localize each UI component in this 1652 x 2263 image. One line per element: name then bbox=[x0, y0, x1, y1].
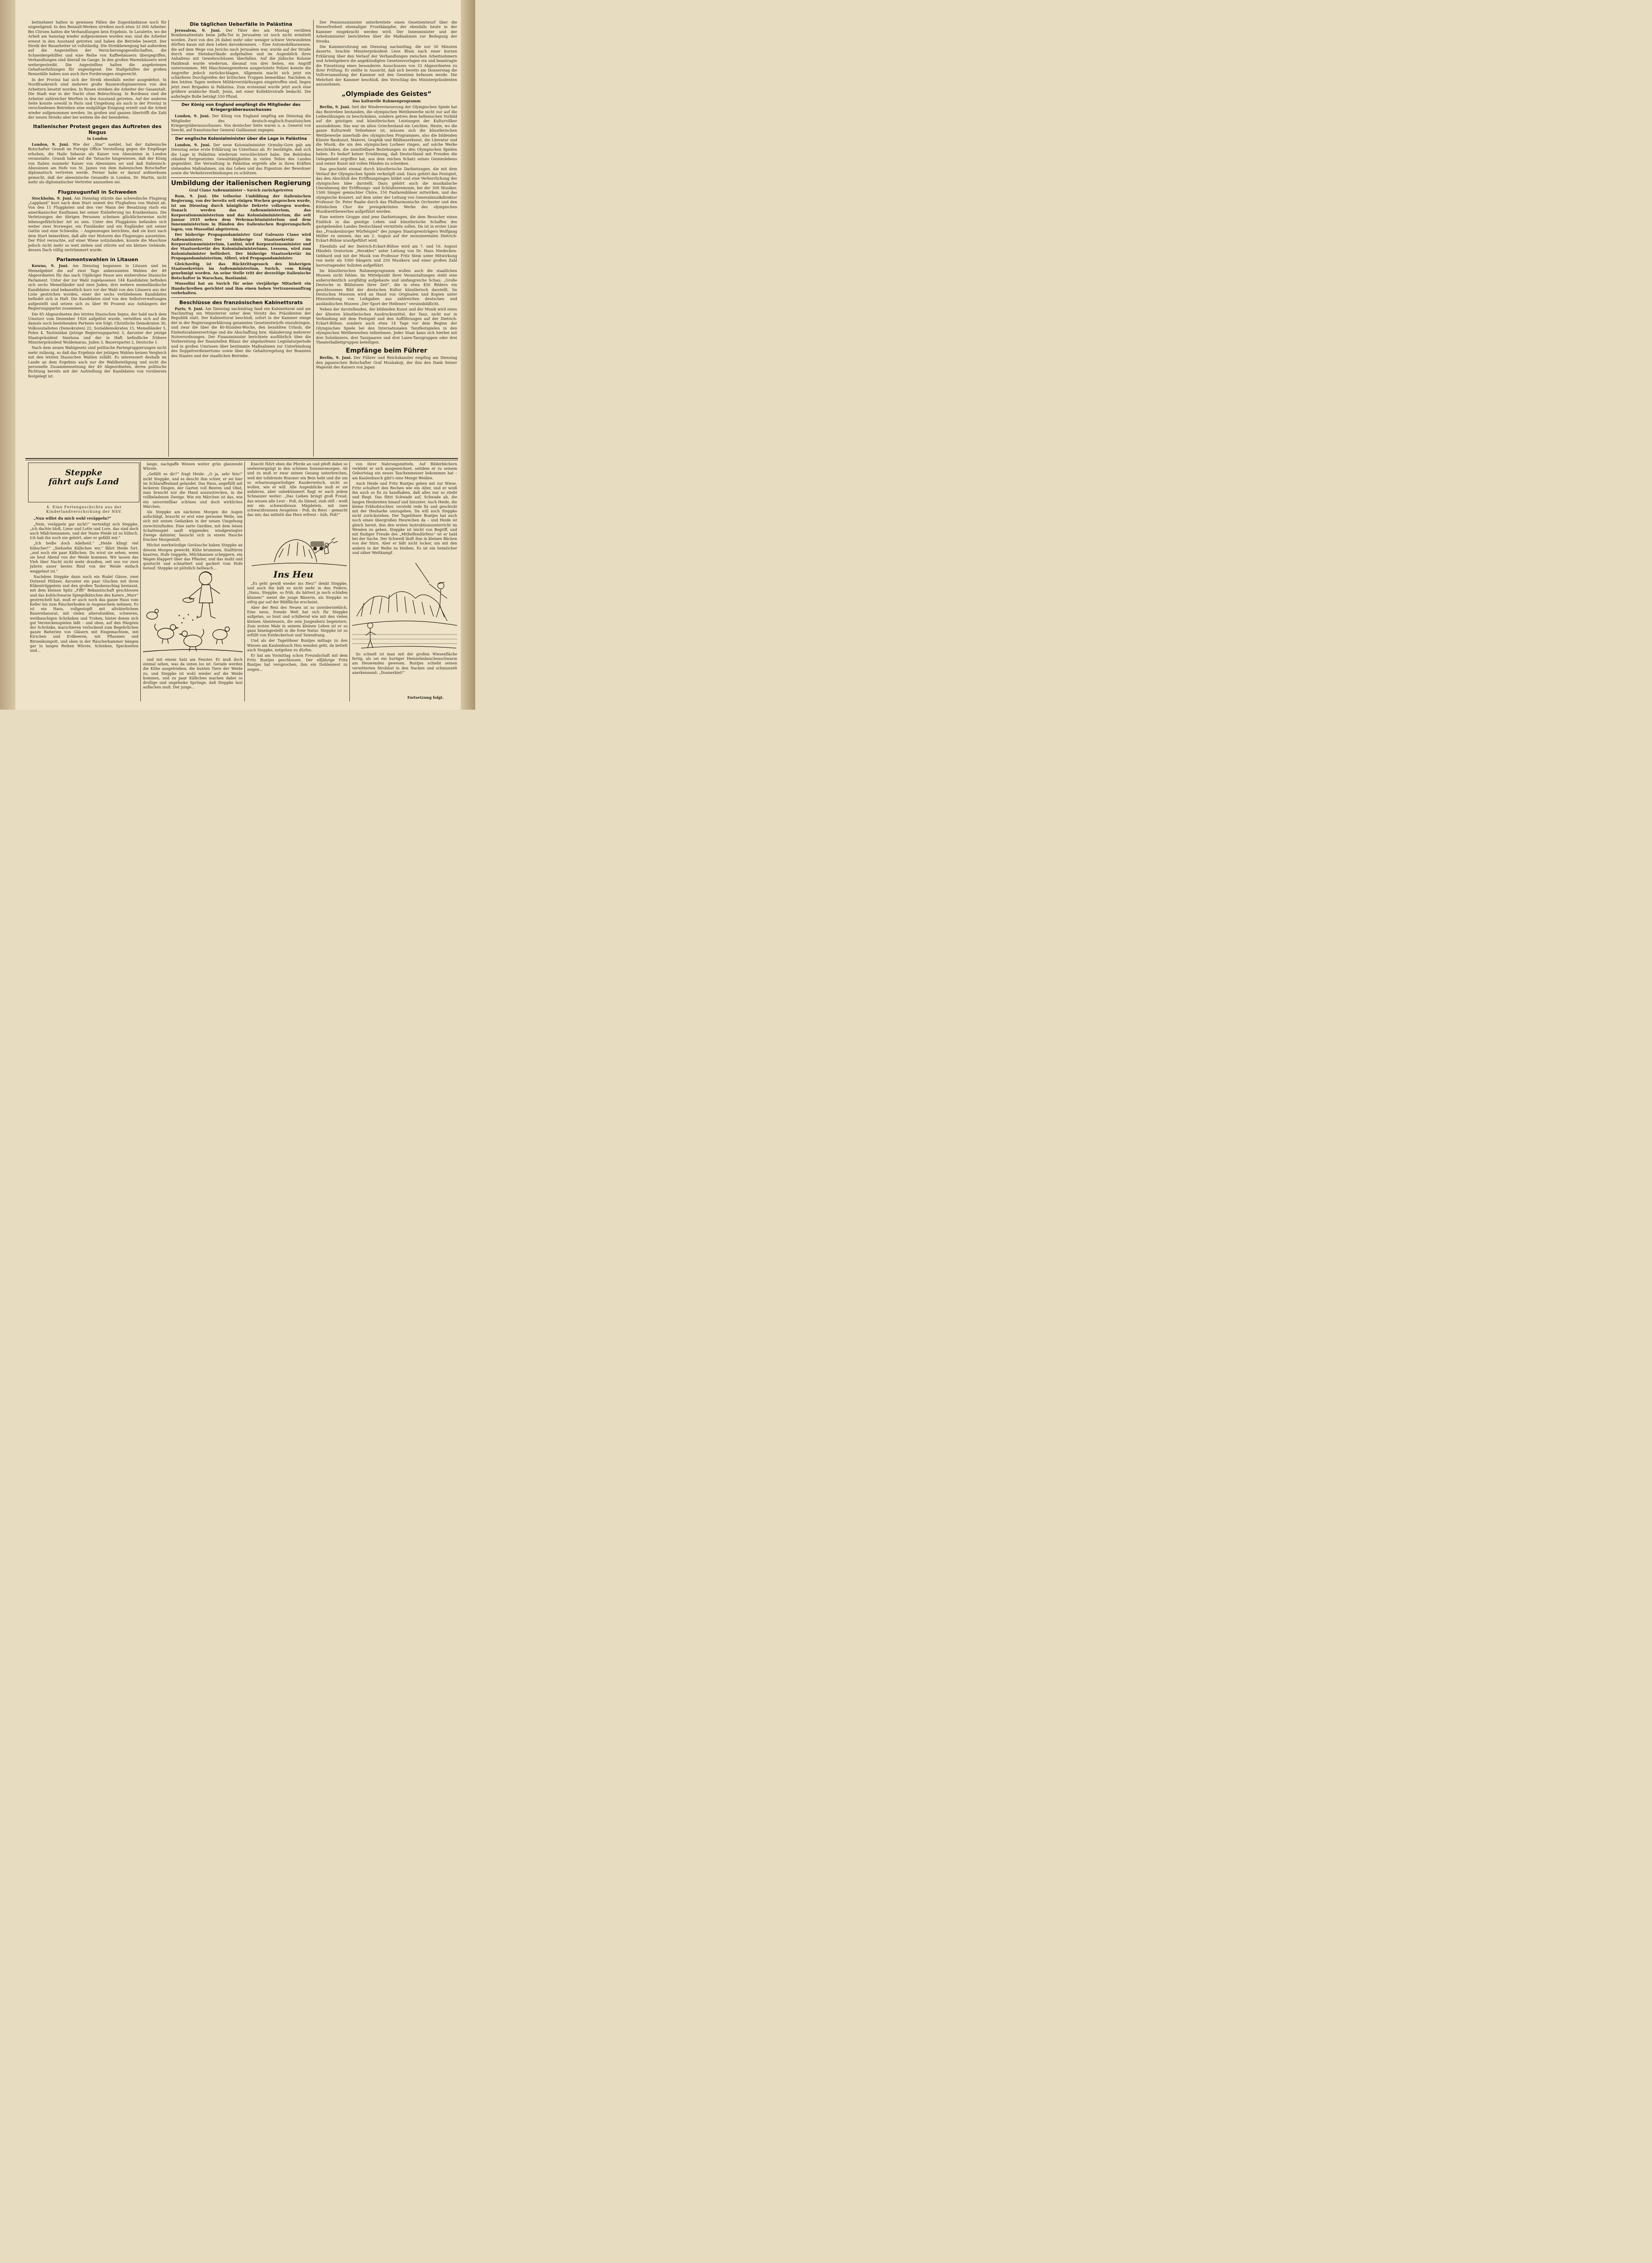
lithuania-paragraph-3: Nach dem neuen Wahlgesetz sind politische Parteigruppierungen nicht mehr zulässig, so daß das Ergebnis der jetzigen Wahlen keinen Vergleich mit den letzten litauischen Wahlen zuläßt. Es interessiert deshalb im Lande an dem Ergebnis auch nur die Wahlbeteiligung und nicht die personelle Zusammensetzung der 49 Abgeordneten, deren politische Richtung bereits mit der Aufstellung der Kandidaten von vornherein festgelegt ist. bbox=[28, 345, 167, 378]
dateline-berlin-olympiad: Berlin, 9. Juni. bbox=[320, 105, 351, 110]
serial-column-2-top bbox=[143, 462, 243, 571]
serial-col3-paragraph-2: „Es geht gewiß wieder ins Heu!“ denkt Steppke, und auch ihn hält es nicht mehr in den Federn. „Nanu, Steppke, so früh, du hättest ja noch schlafen können!“ meint die junge Bäuerin, als Steppke so eifrig gar auf der Bildfläche erscheint. bbox=[247, 581, 348, 604]
serial-rule-1 bbox=[140, 462, 141, 702]
dateline-london: London, 9. Juni. bbox=[32, 142, 70, 147]
headline-palestine-attacks: Die täglichen Ueberfälle in Palästina bbox=[190, 21, 292, 27]
headline-colonial-minister: Der englische Kolonialminister über die Lage in Palästina bbox=[175, 136, 307, 141]
rule-after-colonial bbox=[171, 177, 311, 178]
illustration-haymaking bbox=[352, 558, 457, 652]
section-divider bbox=[25, 458, 458, 459]
strike-paragraph-1: beitnehmer halten in gewissen Fällen die Zugeständnisse noch für ungenügend. In den Renault-Werken streiken noch etwa 32 000 Arbeiter. Bei Citroen hatten die Verhandlungen kein Ergebnis. In Lavalette, wo die Arbeit am Samstag wieder aufgenommen worden war, sind die Arbeiter erneut in den Ausstand getreten und haben die Betriebe besetzt. Der Streik der Bauarbeiter ist vollständig. Die Streikbewegung hat außerdem auf die Angestellten der Versicherungsgesellschaften, die Schneidergehilfen und eine Reihe von Kaffeehäusern übergegriffen. Verhandlungen sind überall im Gange. In den großen Warenhäusern wird weitergestreikt. Die Angestellten halten die angebotenen Gehaltserhöhungen für ungenügend. Die Stallgehilfen der großen Rennställe haben nun auch ihre Forderungen eingereicht. bbox=[28, 20, 167, 76]
serial-rule-3 bbox=[349, 462, 350, 702]
serial-column-3-top bbox=[247, 462, 348, 530]
subheadline-italian-protest: in London bbox=[87, 136, 108, 141]
serial-col2-paragraph-2: „Gefällt es dir?“ fragt Heide. „O ja, sehr fein!“ nickt Steppke, und es deucht ihm schier, er sei hier im Schlaraffenland gelandet. Das Haus, angefüllt mit leckeren Dingen, der Garten voll Beeren und Obst, man braucht nur die Hand auszustrecken, in die vollbeladenen Zweige. Wie ein Märchen ist das, wie ein unvorstellbar schönes und doch wirkliches Märchen. bbox=[143, 472, 243, 509]
serial-subtitle: Eine Fertengeschichte aus der Kinderlandverschickung der NSV. bbox=[46, 505, 123, 514]
column-left bbox=[28, 20, 167, 457]
headline-plane-crash: Flugzeugunfall in Schweden bbox=[57, 189, 137, 195]
subheadline-italian-government: Graf Ciano Außenminister – Suvich zurückgetreten bbox=[189, 187, 293, 192]
headline-italian-protest: Italienischer Protest gegen das Auftreten des Negus bbox=[33, 123, 162, 135]
column-middle bbox=[171, 20, 311, 457]
olympiad-paragraph-2: Das geschieht einmal durch künstlerische Darbietungen, die mit dem Verlauf der Olympischen Spiele verknüpft sind. Dazu gehört das Festspiel, das den Abschluß des Eröffnungstages bildet und eine Verherrlichung der olympischen Idee darstellt. Dazu gehört auch die musikalische Umrahmung der Eröffnungs- und Schlußzeremonie, bei der 300 Musiker, 1500 Sänger gemischter Chöre, 150 Fanfarenbläser mitwirken, und das olympische Konzert, auf dem unter der Leitung von Generalmusikdirektor Professor Dr. Peter Raabe durch das Philharmonische Orchester und den Kittelschen Chor die preisgekrönten Werke des olympischen Musikwettbewerbes aufgeführt werden. bbox=[316, 167, 457, 214]
column-rule-2 bbox=[313, 20, 314, 457]
column-rule-1 bbox=[168, 20, 169, 457]
page-edge-right bbox=[461, 0, 475, 710]
olympiad-paragraph-5: Im künstlerischen Rahmenprogramm wollen auch die staatlichen Museen nicht fehlen. Im Mittelpunkt ihrer Veranstaltungen steht eine außerordentlich sorgfältig aufgebaute und umfangreiche Schau: „Große Deutsche in Bildnissen ihrer Zeit“, die in etwa 450 Bildern ein geschlossenes Bild der deutschen Kultur künstlerisch darstellt. Im Deutschen Museum wird an Hand von Originalen und Kopien unter Hinzuziehung von Leihgaben aus zahlreichen deutschen und ausländischen Museen „Der Sport der Hellenen“ versinnbildlicht. bbox=[316, 268, 457, 306]
serial-col4-paragraph-1: von ihrer Nahrungsmitteln. Auf Bilderbüchern verklebt er sich ausgezeichnet, seitdem er zu seinem Geburtstag ein neues Taschenmesser bekommen hat – am Kaulenbusch gibt's eine Menge Weiden. bbox=[352, 462, 457, 480]
serial-paragraph-1: „Nun willst du mich wohl veräppeln?“ bbox=[33, 516, 111, 521]
serial-rule-2 bbox=[244, 462, 245, 702]
olympiad-paragraph-3: Eine weitere Gruppe sind jene Darbietungen, die dem Besucher einen Einblick in das geistige Leben und künstlerische Schaffen des gastgebenden Landes Deutschland vermitteln sollen. Da ist in erster Linie das „Frankenburger Würfelspiel“ des jungen Staatspreisträgers Wolfgang Möller zu nennen, das am 2. August auf der monumentalen Dietrich-Eckart-Bühne uraufgeführt wird. bbox=[316, 215, 457, 243]
olympiad-paragraph-4: Ebenfalls auf der Dietrich-Eckart-Bühne wird am 7. und 16. August Händels Oratorium „Herakles“ unter Leitung von Dr. Hans Niedecken-Gebhard und mit der Musik von Professor Fritz Stein unter Mitwirkung von mehr als 1000 Sängern und 250 Musikern und einer großen Zahl hervorragender Solisten aufgeführt. bbox=[316, 243, 457, 267]
serial-col3-paragraph-1: Knecht führt eben die Pferde an und pfeift dabei so seelenvergnügt in den schönen Sommermorgen. Ab und zu muß er zwar seinen Gesang unterbrechen, weil der tolldreiste Brauner ein Bein hebt und die um so erbarmungswürdiger Kauderwelsch, nicht so wollen, wie er will. Alle Augenblicke muß er sie anfahren, aber unbekümmert fingt er nach jedem Schnauzer weiter: „Das Lieben bringt groß Freud, das wissen alle Leut – Poß, du Dämel, stah still – weiß mir ein schwarzbraun Mägdelein, mit zwei schwarzbraunen Aeugelein – Poß, du Biest – gemacht das mir, das mittelit das Herz erfreut – hüh, Poß!“ bbox=[247, 462, 348, 517]
rule-after-king bbox=[171, 134, 311, 135]
chapter-number: 4. bbox=[46, 505, 51, 509]
headline-fuehrer-receptions: Empfänge beim Führer bbox=[346, 347, 427, 355]
serial-col3-paragraph-5: Er hat am Vormittag schon Freundschaft mit dem Fritz Buntjes geschlossen. Der elfjährige Fritz Buntjes hat versprochen, ihm ein Dohlennest zu zeigen... bbox=[247, 653, 348, 672]
olympiad-paragraph-6: Neben der darstellenden, der bildenden Kunst und der Musik wird eines der ältesten künstlerischen Ausdrucksmittel, der Tanz, nicht nur in Verbindung mit dem Festspiel und den Aufführungen auf der Dietrich-Eckart-Bühne, sondern auch etwa 14 Tage vor dem Beginn der Olympischen Spiele bei den Internationalen Tanzfestspielen in den olympischen Wettbewerben teilnehmen. Jeder Staat kann sich hierbei mit drei Solotänzern, drei Tanzpaaren und drei Laien-Tanzgruppen oder drei Theaterballettgruppen beteiligen. bbox=[316, 307, 457, 344]
dateline-stockholm: Stockholm, 9. Juni. bbox=[32, 196, 73, 201]
illustration-caption-ins-heu: Ins Heu bbox=[273, 569, 314, 580]
pension-paragraph: Der Pensionsminister unterbreitete einen Gesetzentwurf über die Steuerfreiheit ehemaliger Frontkämpfer, der ebenfalls heute in der Kammer eingebracht werden wird. Der Innenminister und der Arbeitsminister berichteten über die Maßnahmen zur Beilegung der Streiks. bbox=[316, 20, 457, 43]
serial-paragraph-2: „Nein, veräppeln gar nicht!“ verteidigt sich Steppke, „ich dachte bloß, Liese und Lotte und Lore, das sind doch auch Mädchennamen, und der Name Heide ist so hübsch. Ich hab ihn noch nie gehört, aber er gefällt mir.“ bbox=[30, 521, 138, 540]
dateline-berlin-receptions: Berlin, 9. Juni. bbox=[320, 355, 352, 360]
rule-after-italy bbox=[171, 297, 311, 298]
serial-col3-paragraph-4: Und als der Tagelöhner Buntjes mittags zu den Wiesen am Kaulenbusch Heu wenden geht, da bettelt auch Steppke, mitgehen zu dürfen. bbox=[247, 638, 348, 652]
headline-lithuania-elections: Parlamentswahlen in Litauen bbox=[56, 257, 138, 263]
chamber-paragraph: Die Kammersitzung am Dienstag nachmittag, die nur 30 Minuten dauerte, brachte Ministerpräsident Léon Blum nach einer kurzen Erklärung über den Verlauf der Verhandlungen zwischen Arbeitnehmern und Arbeitgebern die angekündigten Gesetzesvorlagen ein und beantragte die Einsetzung eines besonderen Ausschusses von 33 Abgeordneten zu ihrer Prüfung. Er stellte in Aussicht, daß sich bereits am Donnerstag die Vollversammlung der Kammer mit den Gesetzen befassen werde. Die Mehrheit der Kammer beschloß, den Vorschlag des Ministerpräsidenten anzunehmen. bbox=[316, 44, 457, 87]
serial-col2-paragraph-5: und mit einem Satz am Fenster. Er muß doch einmal sehen, was da unten los ist. Gerade werden die Kühe ausgetrieben, die bunten Tiere der Weide zu, und Steppke ist wohl wieder auf die Weide kommen, und zu paar Kälbchen machen dabei so drollige und ungelenke Sprünge, daß Steppke laut auflachen muß. Der junge... bbox=[143, 657, 243, 690]
serial-title-box bbox=[28, 463, 139, 502]
dateline-jerusalem: Jerusalem, 9. Juni. bbox=[175, 28, 221, 33]
page-edge-left bbox=[0, 0, 15, 710]
column-right bbox=[316, 20, 457, 457]
dateline-london-king: London, 9. Juni. bbox=[175, 114, 210, 119]
serial-title-line-1: Steppke bbox=[65, 468, 102, 477]
italy-paragraph-2: Der bisherige Propagandaminister Graf Galeazzo Ciano wird Außenminister. Der bisherige Staatssekretär im Korporationsministerium, Lantini, wird Korporationsminister und der Staatssekretär des Kolonialministeriums, Lessona, wird zum Kolonialminister befördert. Der bisherige Staatssekretär im Propagandaministerium, Alfieri, wird Propagandaminister. bbox=[171, 232, 311, 261]
palestine-body: Der Täter des am Montag verübten Bombenattentats beim Jaffa-Tor in Jerusalem ist noch nicht ermittelt worden. Zwei von den 26 dabei mehr oder weniger schwer Verwundeten dürften kaum mit dem Leben davonkommen. – Eine Automobilkarawane, die auf dem Wege von Jericho nach Jerusalem war, wurde auf der Straße durch eine Steinbarrikade aufgehalten und im Augenblick ihres Anhaltens mit Gewehrschüssen überfallen. Auf die jüdische Kolonie Hatikwah wurde wiederum, diesmal von drei Seiten, ein Angriff unternommen. Mit Maschinengewehren ausgerüstete Polizei konnte die Angreifer jedoch zurückschlagen. Allgemein macht sich jetzt ein schärferes Durchgreifen der britischen Truppen bemerkbar. Nachdem in den letzten Tagen weitere Militärverstärkungen eingetroffen sind, liegen jetzt zwei Brigaden in Palästina. Zum erstenmal wurde jetzt auch eine größere arabische Stadt, Jenin, mit einer Kollektivstrafe bedacht. Die auferlegte Buße beträgt 550 Pfund. bbox=[171, 28, 311, 99]
serial-column-4-top bbox=[352, 462, 457, 556]
plane-crash-body: Am Dienstag stürzte das schwedische Flugzeug „Lappland“ kurz nach dem Start unweit des Flughafens von Malmö ab. Von den 11 Fluggästen und den vier Mann der Besatzung starb ein amerikanischer Kaufmann bei seiner Einlieferung ins Krankenhaus. Die Verletzungen der übrigen Personen scheinen glücklicherweise nicht lebensgefährlicher Art zu sein. Unter den Fluggästen befanden sich weiter zwei Norweger, ein Finnländer und ein Engländer mit seiner Gattin und eine Schwedin. – Augenzeugen berichten, daß sie kurz nach dem Start bemerkten, daß alle vier Motoren des Flugzeuges aussetzten. Der Pilot versuchte, auf einer Wiese notzulanden, konnte die Maschine jedoch nicht mehr so weit ziehen und stürzte auf ein kleines Gebäude, dessen Dach völlig zertrümmert wurde. bbox=[28, 196, 167, 253]
strike-paragraph-2: In der Provinz hat sich der Streik ebenfalls weiter ausgedehnt. In Nordfrankreich sind mehrere große Baumwollspinnereien von den Arbeitern besetzt worden. In Rouen streiken die Arbeiter der Gasanstalt. Die Stadt war in der Nacht ohne Beleuchtung. In Bordeaux sind die Arbeiter zahlreicher Werften in den Ausstand getreten. Auf der anderen Seite konnte sowohl in Paris und Umgebung als auch in der Provinz in verschiedenen Betrieben eine endgültige Einigung erzielt und die Arbeit wieder aufgenommen werden. Im großen und ganzen übertrifft die Zahl der neuen Streiks aber bei weitem die der beendeten. bbox=[28, 77, 167, 120]
king-body: Der König von England empfing am Dienstag die Mitglieder des deutsch-englisch-französischen Kriegergräberausschusses. Von deutscher Seite waren u. a. General von Seeckt, auf französischer General Guillaumat zugegen. bbox=[171, 114, 311, 133]
protest-body: Wie der „Star“ meldet, hat der italienische Botschafter Grandi im Foreign Office Vorstellung gegen die Empfänge erhoben, die Haile Selassie als Kaiser von Abessinien in London veranstalte. Grandi habe auf die Tatsache hingewiesen, daß der König von Italien nunmehr Kaiser von Abessinien sei und daß Italienisch-Abessinien am Hofe von St. James von dem italienischen Botschafter diplomatisch vertreten werde. Ferner habe er darauf aufmerksam gemacht, daß der abessinische Gesandte in London, Dr. Martin, nicht mehr als diplomatischer Vertreter anzusehen sei. bbox=[28, 142, 167, 185]
lithuania-paragraph-2: Die 85 Abgeordneten des letzten litauischen Sejms, der bald nach dem Umsturz vom Dezember 1926 aufgelöst wurde, verteilten sich auf die damals noch bestehenden Parteien wie folgt: Christliche Demokraten 30, Volkssozialisten (Demokraten) 22, Sozialdemokraten 15, Memelländer 5, Polen 4, Tautininkai (jetzige Regierungspartei) 3, darunter der jetzige Staatspräsident Smetona und der in Haft befindliche frühere Ministerpräsident Woldemaras, Juden 3, Bauernpartei 2, Deutsche 1. bbox=[28, 311, 167, 344]
dateline-kowno: Kowno, 9. Juni. bbox=[32, 263, 69, 268]
serial-paragraph-3: „Ich heiße doch Adelheid.“ „Heide klingt viel hübscher!“ „Siehzehn Kälbchen wir,“ fährt Heide fort, „und noch ein paar Kälbchen. Du wirst sie sehen, wenn sie heut Abend von der Weide kommen. Wir lassen das Vieh über Nacht nicht mehr draußen, seit uns vor zwei Jahren unser bestes Rind von der Weide einfach weggelaut ist.“ bbox=[30, 541, 138, 573]
illustration-boy-with-chickens bbox=[143, 561, 243, 657]
italy-body: Die teilweise Umbildung der italienischen Regierung, von der bereits seit einigen Wochen gesprochen wurde, ist am Dienstag durch königliche Dekrete vollzogen worden. Danach werden das Außenministerium, das Korporationsministerium und das Kolonialministerium, die seit Januar 1935 neben dem Wehrmachtministerium und dem Innenministerium in Händen des italienischen Regierungschefs lagen, von Mussolini abgetreten. bbox=[171, 193, 311, 231]
serial-col2-paragraph-4: Höchst merkwürdige Geräusche haben Steppke an diesem Morgen geweckt. Kühe brummen, Stalltüren knarren, Hufe trappeln, Milchkannen scheppern, ein Wagen klappert über das Pflaster, und das muht und quietscht und schnattert und gackert vom Hofe herauf. Steppke ist plötzlich hellwach... bbox=[143, 543, 243, 571]
headline-french-cabinet: Beschlüsse des französischen Kabinettsrats bbox=[179, 299, 303, 306]
italy-paragraph-4: Mussolini hat an Suvich für seine vierjährige Mitarbeit ein Handschreiben gerichtet und ihm einen hohen Vertrauensauftrag vorbehalten. bbox=[171, 281, 311, 296]
serial-col4-paragraph-3: So schnell ist man mit der großen Wiesenfläche fertig, als sei ein hurtiger Heinzelmännchenschwarm am Heuwenden gewesen. Buntjes schiebt seinen verwitterten Strohhut in den Nacken und schmunzelt anerkennend: „Donnerkiel!“ bbox=[352, 652, 457, 675]
dateline-rome: Rom, 9. Juni. bbox=[175, 193, 208, 198]
subheadline-olympiad: Das kulturelle Rahmenprogramm bbox=[352, 98, 421, 103]
serial-col2-paragraph-1: lange, nachgaffe Wiesen weiter grün glanzende Würste. bbox=[143, 462, 243, 471]
dateline-paris: Paris, 9. Juni. bbox=[175, 306, 204, 311]
serial-column-1 bbox=[30, 503, 138, 692]
serial-title-line-2: fährt aufs Land bbox=[48, 477, 119, 487]
italy-paragraph-3: Gleichzeitig ist das Rücktrittsgesuch des bisherigen Staatssekretärs im Außenministerium, Suvich, vom König genehmigt worden. An seine Stelle tritt der derzeitige italienische Botschafter in Warschau, Bastianini. bbox=[171, 261, 311, 280]
lithuania-body: Am Dienstag begannen in Litauen und im Memelgebiet die auf zwei Tage anberaumten Wahlen der 49 Abgeordneten für das nach 10jähriger Pause neu einberufene litauische Parlament. Unter der zur Wahl zugelassenen 144 Kandidaten befinden sich sechs Memelländer und zwei Juden; drei weitere memelländische Kandidaten sind bekanntlich kurz vor der Wahl von den Litauern aus der Liste gestrichen worden, einer der sechs verbliebenen Kandidaten befindet sich in Haft. Die Kandidaten sind von den Selbstverwaltungen aufgestellt und setzen sich zu über 90 Prozent aus Anhängern der Regierungspartei zusammen. bbox=[28, 263, 167, 311]
serial-col2-paragraph-3: Als Steppke am nächsten Morgen die Augen aufschlägt, braucht er erst eine geraume Weile, um sich mit seinen Gedanken in der neuen Umgebung zurechtzufinden. Eine zarte Gardine, mit dem leisen Schattenspiel sanft wippender, windgewiegter Zweige dahinter, bauscht sich in einem Hauche frischer Morgenluft. bbox=[143, 510, 243, 542]
serial-column-2-bottom bbox=[143, 657, 243, 702]
olympiad-body: Seit der Wiedererneuerung der Olympischen Spiele hat das Bestreben bestanden, die olympischen Wettbewerbe nicht nur auf die Leibesübungen zu beschränken, sondern getreu dem hellenischen Vorbild auf die geistigen und künstlerischen Leistungen der Kulturvölker auszudehnen. Das war im alten Griechenland ein Leichtes. Heute, wo die ganze Kulturwelt Teilnehmer ist, müssen sich die künstlerischen Wettbewerbe innerhalb des olympischen Programmes, also die bildenden Künste Baukunst, Malerei, Graphik und Bildhauerkunst, die Literatur und die Musik, die um den olympischen Lorbeer ringen, auf solche Werke beschränken, die unmittelbare Beziehungen zu den Olympischen Spielen haben. Es bedarf keiner Erwähnung, daß Deutschland mit Freuden die Gelegenheit ergriffen hat, aus dem reichen Schatz seines Geisteslebens und seiner Kunst mit vollen Händen zu schenken. bbox=[316, 105, 457, 166]
serial-column-4-bottom bbox=[352, 652, 457, 688]
headline-olympiad: „Olympiade des Geistes“ bbox=[341, 90, 432, 98]
colonial-body: Der neue Kolonialminister Ormsby-Gore gab am Dienstag seine erste Erklärung im Unterhaus ab. Er bestätigte, daß sich die Lage in Palästina wiederum verschlechtert habe. Die Behörden ständen fortgesetzten Gewalttätigkeiten in vielen Teilen des Landes gegenüber. Die Verwaltung in Palästina ergreife alle in ihren Kräften stehenden Maßnahmen, um das Leben und das Eigentum der Bewohner sowie die Verkehrsverbindungen zu schützen. bbox=[171, 142, 311, 176]
serial-col3-paragraph-3: Aber der Reiz des Neuen ist so unwiderstehlich. Eine neue, fremde Welt hat sich für Steppke aufgetan, so bunt und schillernd wie mit den vielen kleinen Abenteuern, die sein Jungenherz begeistern. Zum ersten Male in seinem kleinen Leben ist er so ganz hineingestellt in die freie Natur. Steppke ist so erfüllt von Entdeckerlust und Tatendrang. bbox=[247, 605, 348, 638]
illustration-ins-heu bbox=[247, 530, 348, 580]
cabinet-body: Am Dienstag nachmittag fand ein Kabinettsrat und am Nachmittag ein Ministerrat unter dem Vorsitz des Präsidenten der Republik statt. Der Kabinettsrat beschloß, sofort in der Kammer einige der in der Regierungserklärung genannten Gesetzentwürfe einzubringen, und zwar die über die 40-Stunden-Woche, den bezahlten Urlaub, die Einheitsrahmenverträge und die Abschaffung bzw. Abänderung mehrerer Notverordnungen. Der Finanzminister berichtete ausführlich über die Vorbereitung der finanziellen Bilanz der abgelaufenen Legislaturperiode und in großen Umrissen über bestimmte Maßnahmen zur Unterbindung des Doppelverdienertums sowie über die Gehaltsregelung der Beamten des Staates und der staatlichen Betriebe. bbox=[171, 306, 311, 358]
continued-note: Fortsetzung folgt. bbox=[407, 695, 444, 700]
receptions-body: Der Führer und Reichskanzler empfing am Dienstag den japanischen Botschafter Graf Mushakoji, der ihm den Dank Seiner Majestät des Kaisers von Japan bbox=[316, 355, 457, 370]
dateline-london-colonial: London, 9. Juni. bbox=[175, 142, 211, 147]
rule-after-palestine bbox=[171, 100, 311, 101]
serial-paragraph-4: Nachdem Steppke dann noch ein Rudel Gänse, zwei Dutzend Hühner, darunter ein paar Glucken mit ihren Kükentrüppelein und den großen Taubenschlag bestaunt, mit dem kleinen Spitz „Fiffi“ Bekanntschaft geschlossen und das kohlschwarze Spiegelkätzchen des Katers „Murr“ gestreichelt hat, muß er auch noch das ganze Haus vom Keller bis zum Räucherboden in Augenschein nehmen. Es ist ein Haus, vollgestopft mit altväterlichem Bauernhausrat, mit vielen altersdunklen, schweren, weitbauchigen Schränken und Truhen, hinter denen sich gut Versteckenspielen läßt – und oben, auf den Häupten der Schränke, marschieren verlockend zum Begehrlichen ganze Batterien von Gläsern mit Eingemachtem, mit Kirschen und Erdbeeren, mit Pflaumen und Birnenkompott, und oben in der Räucherkammer hängen gar in langen Reihen Würste, Schinken, Speckseiten und... bbox=[30, 574, 138, 653]
serial-column-3-bottom bbox=[247, 581, 348, 702]
headline-king-receives: Der König von England empfängt die Mitglieder des Kriegergräberausschusses bbox=[181, 103, 301, 113]
serial-col4-paragraph-2: Auch Heide und Fritz Buntjes gehen mit zur Wiese. Fritz schultert den Rechen wie ein Alter, und er weiß ihn auch so fix zu handhaben, daß alles nur so stiebt und fliegt. Das flitzt Schwade auf, Schwade ab, die langen Heubreiten hinauf und hinunter. Auch Heide, die kleine Erbhofstochter, versteht rede fix und geschickt mit der Heuharke umzugehen. Da will auch Steppke nicht zurückstehen. Der Tagelöhner Buntjes hat auch noch einen übergroßen Heurechen da – und Heide ist gleich bereit, ihm den ersten Instruktionsunterricht im Wenden zu geben. Steppke ist leicht von Begriff, und mit findiger Freude des „Mithelfendürfens“ ist er bald bei der Sache. Der Schweiß läuft ihm in kleinen Bächen von der Stirn. Aber er läßt nicht locker, um mit den andern in der Reihe zu bleiben. Es ist ein heimlicher und zäher Wettkampf. bbox=[352, 481, 457, 555]
headline-italian-government: Umbildung der italienischen Regierung bbox=[171, 179, 311, 187]
